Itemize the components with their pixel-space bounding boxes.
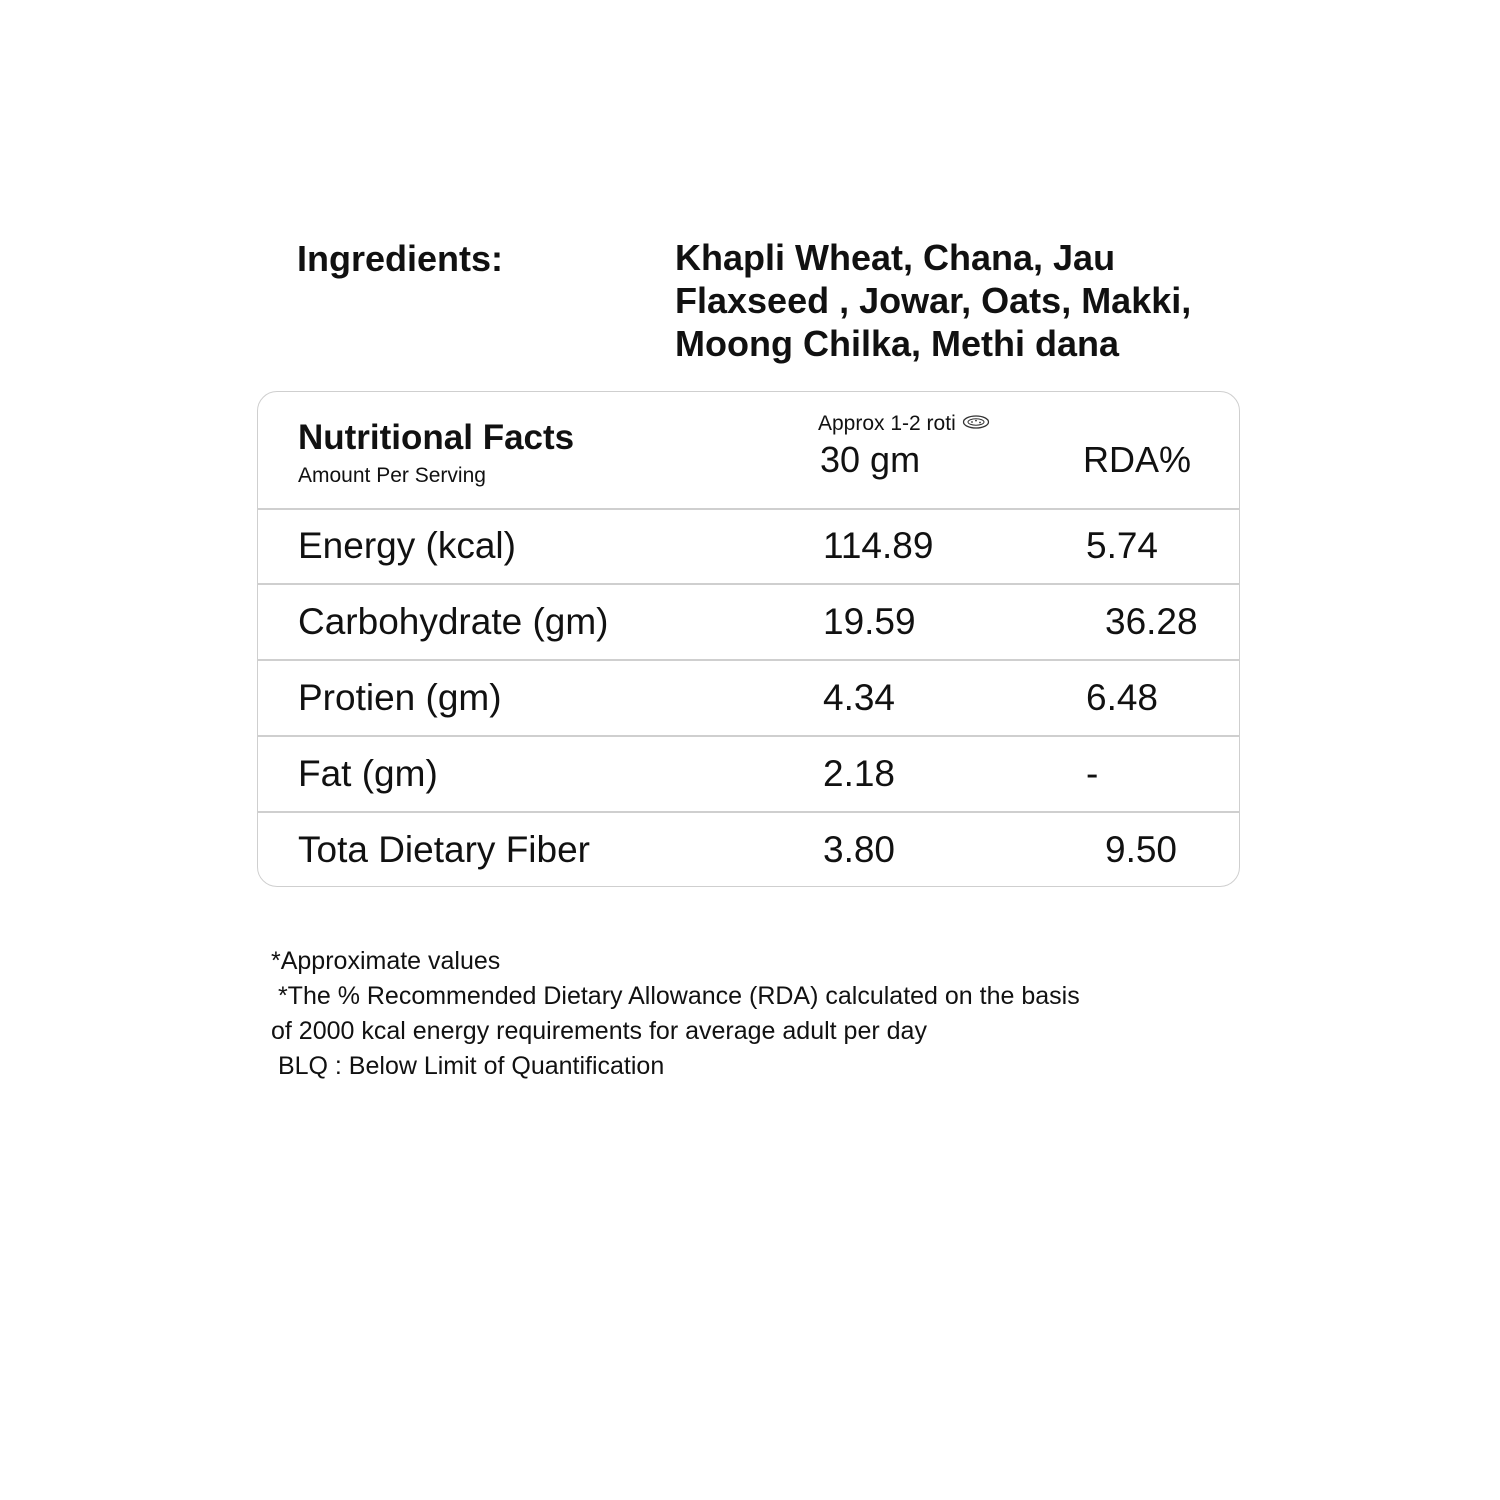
footnotes — [271, 944, 1080, 1084]
nutrient-amount: 4.34 — [823, 677, 896, 718]
ingredients-label: Ingredients: — [297, 238, 504, 279]
nutrient-name: Carbohydrate (gm) — [298, 601, 609, 642]
nutrient-name: Fat (gm) — [298, 753, 438, 794]
table-row — [258, 584, 1239, 661]
footnote-rda-basis: *The % Recommended Dietary Allowance (RDA) calculated on the basis — [271, 982, 1080, 1010]
serving-note — [818, 412, 990, 436]
nutrient-rda: 36.28 — [1105, 601, 1198, 642]
nutrient-rda: 9.50 — [1105, 829, 1178, 870]
table-row — [258, 660, 1239, 737]
ingredients-list — [675, 236, 1255, 365]
nutrient-amount: 114.89 — [823, 525, 934, 566]
nutrition-facts-subtitle: Amount Per Serving — [298, 464, 486, 487]
nutrient-amount: 2.18 — [823, 753, 896, 794]
footnote-rda-basis-continued: of 2000 kcal energy requirements for average adult per day — [271, 1017, 927, 1045]
ingredients-line: Flaxseed , Jowar, Oats, Makki, — [675, 280, 1192, 321]
nutrient-amount: 19.59 — [823, 601, 916, 642]
nutrition-facts-table — [257, 391, 1240, 887]
footnote-approximate: *Approximate values — [271, 947, 501, 975]
nutrient-rda: 5.74 — [1086, 525, 1159, 566]
table-row — [258, 508, 1239, 585]
rda-column-header: RDA% — [1083, 439, 1192, 480]
nutrient-rda: 6.48 — [1086, 677, 1159, 718]
footnote-blq: BLQ : Below Limit of Quantification — [271, 1052, 665, 1080]
nutrition-facts-header — [258, 392, 1239, 510]
nutrient-name: Tota Dietary Fiber — [298, 829, 590, 870]
serving-size: 30 gm — [820, 439, 921, 480]
table-row — [258, 736, 1239, 813]
nutrient-name: Energy (kcal) — [298, 525, 516, 566]
ingredients-line: Khapli Wheat, Chana, Jau — [675, 237, 1116, 278]
nutrition-facts-title: Nutritional Facts — [298, 418, 575, 457]
table-row — [258, 812, 1239, 887]
nutrient-name: Protien (gm) — [298, 677, 502, 718]
nutrient-amount: 3.80 — [823, 829, 896, 870]
nutrient-rda: - — [1086, 753, 1099, 794]
roti-icon — [962, 412, 990, 436]
ingredients-line: Moong Chilka, Methi dana — [675, 323, 1120, 364]
serving-note-text: Approx 1-2 roti — [818, 412, 956, 435]
